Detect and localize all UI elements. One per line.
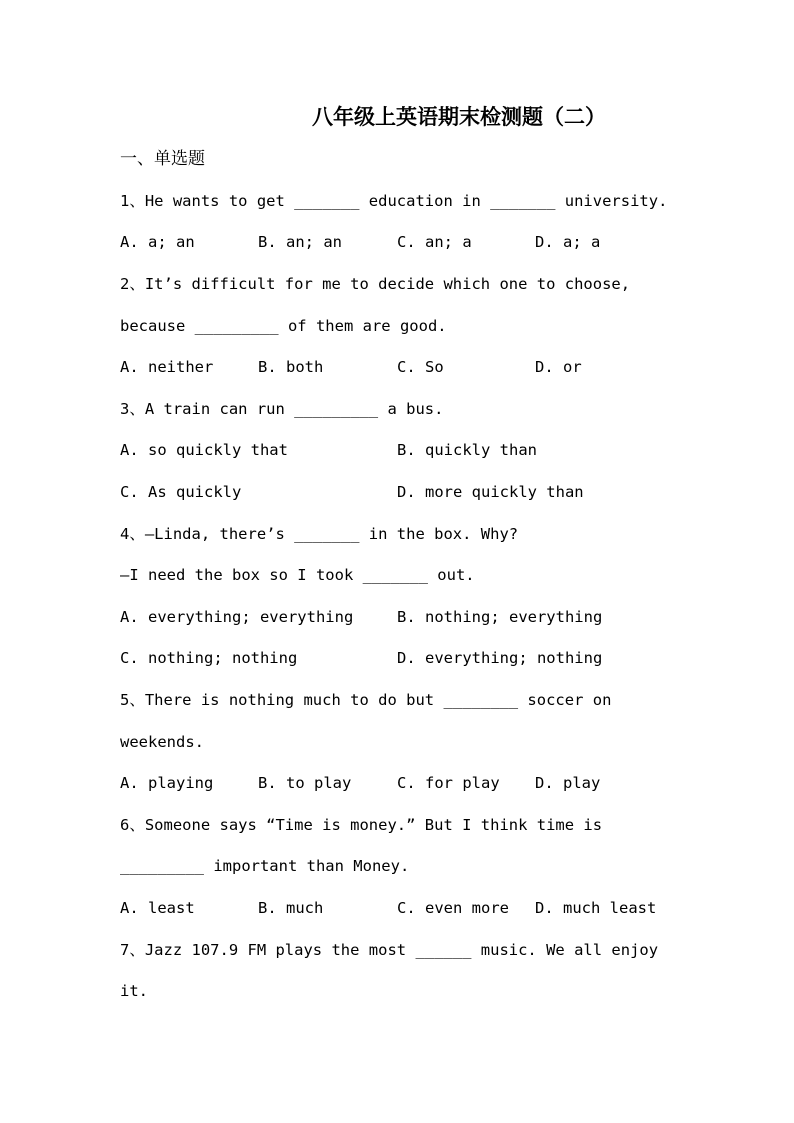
option-d[interactable]: D. more quickly than xyxy=(397,483,584,501)
question-2-stem-continued: because _________ of them are good. xyxy=(120,317,447,335)
option-a[interactable]: A. everything; everything xyxy=(120,608,354,626)
option-c[interactable]: C. nothing; nothing xyxy=(120,649,298,667)
question-4-stem-continued: —I need the box so I took _______ out. xyxy=(120,566,475,584)
option-d[interactable]: D. everything; nothing xyxy=(397,649,603,667)
question-7-stem: 7、Jazz 107.9 FM plays the most ______ music. We all enjoy xyxy=(120,941,659,959)
option-a[interactable]: A. least xyxy=(120,899,195,917)
option-c[interactable]: C. As quickly xyxy=(120,483,242,501)
option-b[interactable]: B. much xyxy=(258,899,324,917)
option-d[interactable]: D. play xyxy=(535,774,601,792)
question-4-stem: 4、—Linda, there’s _______ in the box. Why? xyxy=(120,525,519,543)
option-c[interactable]: C. even more xyxy=(397,899,509,917)
option-c[interactable]: C. an; a xyxy=(397,233,472,251)
option-c[interactable]: C. So xyxy=(397,358,444,376)
question-7-stem-continued: it. xyxy=(120,982,148,1000)
option-b[interactable]: B. an; an xyxy=(258,233,342,251)
option-b[interactable]: B. both xyxy=(258,358,324,376)
option-b[interactable]: B. nothing; everything xyxy=(397,608,603,626)
option-d[interactable]: D. a; a xyxy=(535,233,601,251)
question-5-stem: 5、There is nothing much to do but ________ soccer on xyxy=(120,691,612,709)
option-a[interactable]: A. so quickly that xyxy=(120,441,288,459)
question-2-stem: 2、It’s difficult for me to decide which one to choose, xyxy=(120,275,631,293)
question-3-stem: 3、A train can run _________ a bus. xyxy=(120,400,444,418)
question-5-stem-continued: weekends. xyxy=(120,733,204,751)
option-a[interactable]: A. neither xyxy=(120,358,214,376)
option-b[interactable]: B. quickly than xyxy=(397,441,537,459)
question-6-stem: 6、Someone says “Time is money.” But I think time is xyxy=(120,816,603,834)
option-a[interactable]: A. a; an xyxy=(120,233,195,251)
section-heading: 一、单选题 xyxy=(120,149,205,169)
question-1-stem: 1、He wants to get _______ education in _______ university. xyxy=(120,192,668,210)
option-a[interactable]: A. playing xyxy=(120,774,214,792)
option-c[interactable]: C. for play xyxy=(397,774,500,792)
question-6-stem-continued: _________ important than Money. xyxy=(120,857,410,875)
document-title: 八年级上英语期末检测题（二） xyxy=(312,104,606,129)
option-b[interactable]: B. to play xyxy=(258,774,352,792)
option-d[interactable]: D. much least xyxy=(535,899,657,917)
option-d[interactable]: D. or xyxy=(535,358,582,376)
